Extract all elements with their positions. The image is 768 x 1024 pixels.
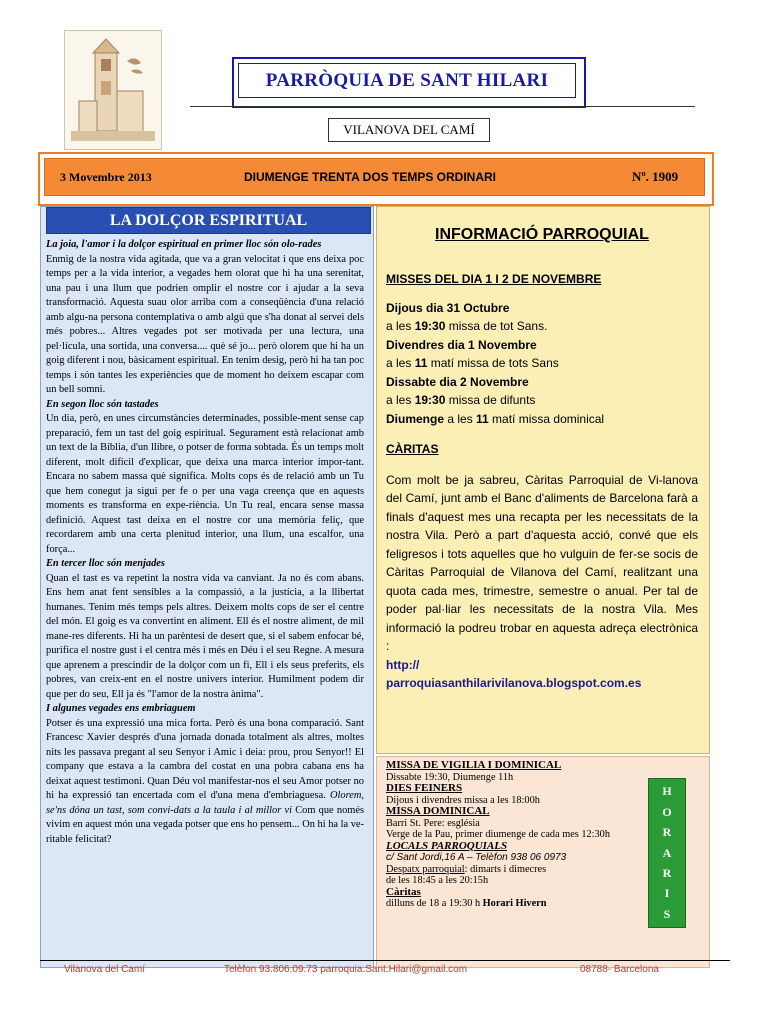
schedule-heading: DIES FEINERS	[386, 782, 463, 794]
mass-time: a les 19:30 missa de tot Sans.	[386, 319, 548, 333]
schedule-text: Dijous i divendres missa a les 18:00h	[386, 794, 540, 806]
mass-time: a les 11 matí missa de tots Sans	[386, 356, 559, 370]
vertical-letter: I	[664, 886, 670, 901]
schedule-body	[386, 760, 626, 910]
blog-link[interactable]: parroquiasanthilarivilanova.blogspot.com.es	[386, 676, 642, 690]
blog-link[interactable]: http://	[386, 657, 420, 672]
schedule-heading: Càritas	[386, 885, 421, 898]
schedule-heading: LOCALS PARROQUIALS	[386, 839, 508, 852]
issue-date: 3 Movembre 2013	[60, 170, 152, 184]
info-title: INFORMACIÓ PARROQUIAL	[435, 226, 649, 243]
parish-logo	[64, 30, 162, 150]
issue-number: Nº. 1909	[632, 169, 679, 184]
title-rule	[190, 106, 695, 107]
mass-time: a les 19:30 missa de difunts	[386, 393, 536, 407]
footer-contact: Telèfon 93.806.09.73 parroquia.Sant.Hilari@gmail.com	[224, 964, 468, 975]
article-text: Potser és una expressió una mica forta. Però és una bona comparació. Sant Francesc Xavier després d'una jornada donada totalment als altres, moltes nits les passava pregant al seu Senyor i Amic i deia: prou, prou Senyor!! El company que estava a la cambra del costat en una pobra cabana ens ha deixat aquest testimoni. Quan Déu vol manifestar-nos el seu Amor potser no hi ha expressió tan encertada com el d'una mena d'embriaguesa.	[46, 717, 364, 801]
horaris-vertical-label	[648, 778, 686, 928]
article-subheading: En segon lloc són tastades	[46, 398, 159, 410]
schedule-heading: MISSA DOMINICAL	[386, 805, 490, 817]
article-paragraph: Enmig de la nostra vida agitada, que va a gran velocitat i que ens deixa poc temps per a la vida interior, a vegades hem olorat que hi ha una serenitat, una pau i una llum que podrien omplir el nostre cor i ajudar a la seva transformació. Aquesta suau olor arriba com a conseqüència d'una relació amb algu-na persona contemplativa o amb algú que s'ha donat al servei dels més pobres... Altres vegades pot ser motivada per una lectura, una pel·lícula, una sortida, una conversa.... què sé jo... però olorem que hi ha un goig diferent i nou, bàsicament espiritual. En tenim desig, però hi ha tan poc temps i són tantes les experiències que de moment ho deixem escapar com un bell somni.	[46, 253, 364, 395]
vertical-letter: A	[662, 845, 672, 860]
footer-town: Vilanova del Camí	[64, 964, 145, 975]
schedule-text: Despatx parroquial: dimarts i dimecres	[386, 863, 547, 875]
liturgical-sunday: DIUMENGE TRENTA DOS TEMPS ORDINARI	[244, 170, 497, 184]
masses-heading: MISSES DEL DIA 1 I 2 DE NOVEMBRE	[386, 272, 602, 286]
schedule-text: Verge de la Pau, primer diumenge de cada mes 12:30h	[386, 829, 610, 840]
article-subheading: En tercer lloc són menjades	[46, 558, 165, 569]
footer-postcode: 08788- Barcelona	[580, 964, 659, 975]
mass-day: Divendres dia 1 Novembre	[386, 337, 537, 352]
schedule-text: c/ Sant Jordi,16 A – Telèfon 938 06 0973	[386, 852, 567, 863]
article-subheading: La joia, l'amor i la dolçor espiritual en primer lloc són olo-rades	[46, 239, 322, 250]
footer-rule	[40, 960, 730, 961]
vertical-letter: S	[663, 906, 671, 921]
vertical-letter: R	[662, 865, 672, 880]
caritas-text: Com molt be ja sabreu, Càritas Parroquial de Vi-lanova del Camí, junt amb el Banc d'aliments de Barcelona farà a finals d'aquest mes una recapta per les necessitats de la nostra Vila. Però a part d'aquesta acció, convé que els feligresos i tots aquelles que ho vulguin de fer-se socis de Càritas Parroquial de Vilanova del Camí, realitzant una quota cada mes, trimestre, semestre o anual. Per tal de poder pal·liar les necessitats de la nostra Vila. Mes informació la podreu trobar en aquesta adreça electrònica :	[386, 472, 698, 653]
article-subheading: I algunes vegades ens embriaguem	[46, 703, 196, 714]
vertical-letter: H	[662, 784, 672, 799]
schedule-heading: MISSA DE VIGILIA I DOMINICAL	[386, 759, 562, 771]
church-tower-icon	[65, 31, 161, 149]
vertical-letter: O	[662, 804, 672, 819]
article-body	[46, 238, 364, 847]
vertical-letter: R	[662, 825, 672, 840]
schedule-text: dilluns de 18 a 19:30 h Horari Hivern	[386, 898, 547, 909]
schedule-text: Dissabte 19:30, Diumenge 11h	[386, 771, 514, 783]
mass-day: Dissabte dia 2 Novembre	[386, 374, 529, 389]
mass-day: Dijous dia 31 Octubre	[386, 300, 510, 315]
article-paragraph	[46, 717, 364, 848]
town-name: VILANOVA DEL CAMÍ	[328, 118, 490, 142]
article-italic-text: Olorem, se'ns dóna un tast, som convi-dats a la taula i al millor vi	[46, 790, 364, 816]
article-paragraph: Un dia, però, en unes circumstàncies determinades, possible-ment sense cap preparació, fem un tast del goig espiritual. Segurament està relacionat amb un text de la Bíblia, d'un llibre, o potser de forma sobtada. És un temps molt diferent, molt difícil d'explicar, que deixa una marca interior impor-tant. Encara no sabem massa què significa. Molts cops és de relació amb un Tu que hem conegut ja sigui per fe o per una vaga creença que en aquests moments es transforma en expe-riència. Un Tu real, encara sense massa definició. Aquest tast deixa en el nostre cor una memòria feliç, que recordarem amb una certa plenitud interior, una llum, una escalfor, una força...	[46, 413, 364, 555]
schedule-text: Barri St. Pere: església	[386, 817, 480, 829]
article-heading: LA DOLÇOR ESPIRITUAL	[46, 207, 371, 234]
parish-title: PARRÒQUIA DE SANT HILARI	[238, 63, 576, 98]
article-paragraph: Quan el tast es va repetint la nostra vida va canviant. Ja no és com abans. Ens hem anat fent sensibles a la compassió, a la justícia, a la llibertat humanes. Tenim més temps pels altres. Deixem molts cops de ser el centre del món. El goig es va convertint en aliment. Ell és el nostre aliment, de mil mane-res diferents. Hi ha un parèntesi de desert que, si el sabem enfocar bé, purifica el nostre gust i el centra més i més en Déu i el seu Regne. A mesura que aprenem a prescindir de la dolçor com un fi, Ell i els seus preferits, els pobres, van creix-ent en el nostre univers interior. Humilment podem dir que per do seu, Ell ja és "l'amor de la nostra ànima".	[46, 572, 364, 700]
info-body	[386, 270, 698, 693]
article-text: Com que només vivim en aquest món una vegada potser que ens ho pensem... On hi ha la ve-ritable felicitat?	[46, 804, 364, 845]
caritas-heading: CÀRITAS	[386, 442, 439, 456]
mass-time: Diumenge a les 11 matí missa dominical	[386, 411, 605, 426]
schedule-text: de les 18:45 a les 20:15h	[386, 875, 489, 886]
